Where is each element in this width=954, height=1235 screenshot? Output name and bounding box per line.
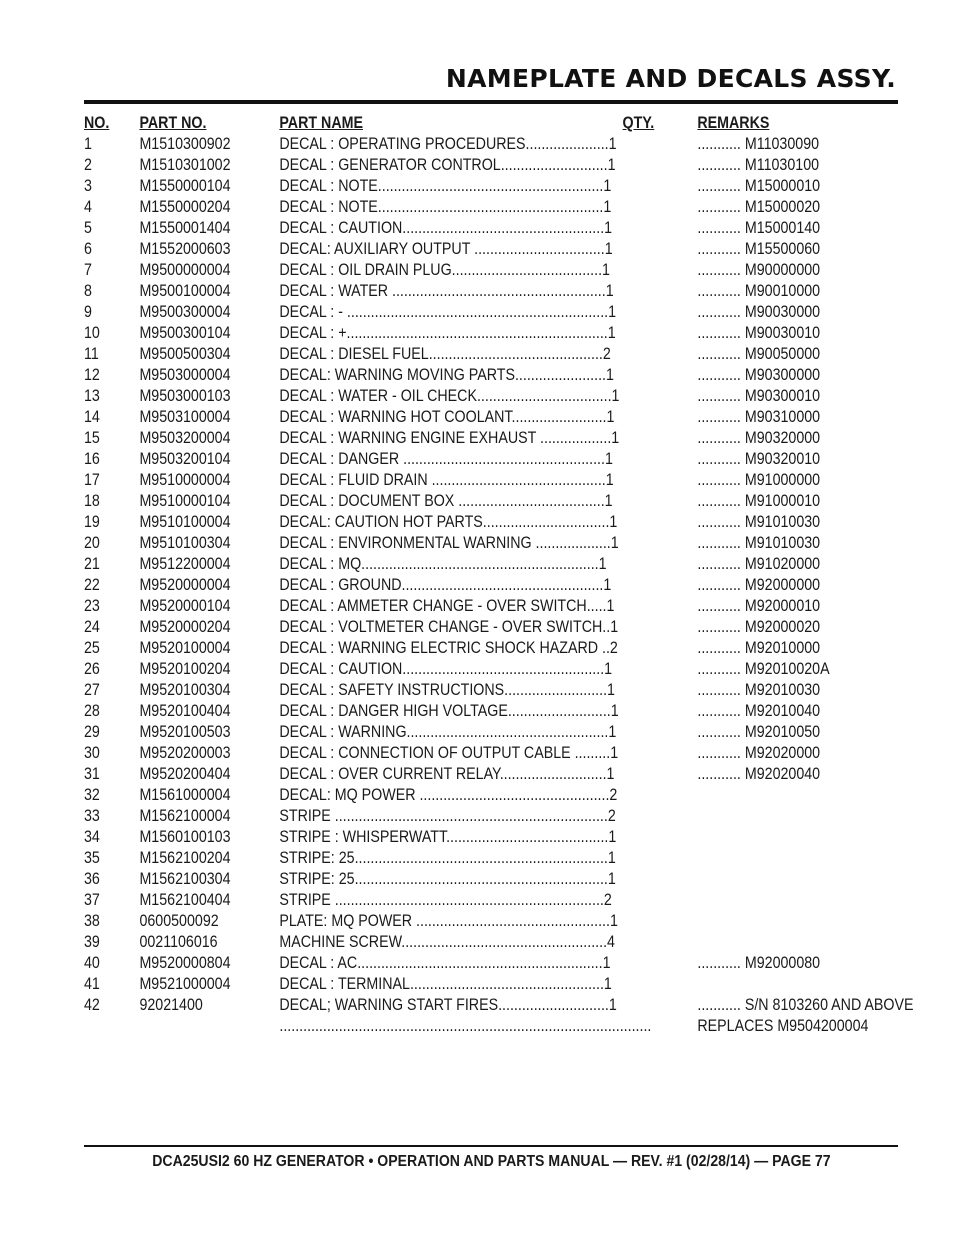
row-remarks: ........... M92010000 xyxy=(697,639,821,657)
row-part-no: M9500500304 xyxy=(139,345,231,363)
row-part-no: M9500300104 xyxy=(139,324,231,342)
table-row xyxy=(84,512,898,533)
row-name-qty: DECAL : WARNING...................................................1 xyxy=(279,723,617,741)
row-part-no: M9510100304 xyxy=(139,534,231,552)
row-no: 29 xyxy=(84,723,100,741)
table-row xyxy=(84,722,898,743)
table-row xyxy=(84,344,898,365)
row-part-no: M9503000103 xyxy=(139,387,231,405)
row-remarks: ........... M91010030 xyxy=(697,513,821,531)
table-row xyxy=(84,386,898,407)
table-row xyxy=(84,323,898,344)
table-row xyxy=(84,155,898,176)
row-remarks: ........... M92000010 xyxy=(697,597,821,615)
header-part-name: PART NAME xyxy=(279,114,363,132)
row-remarks: ........... M92010040 xyxy=(697,702,821,720)
row-no: 40 xyxy=(84,954,100,972)
table-row xyxy=(84,617,898,638)
row-no: 30 xyxy=(84,744,100,762)
table-row xyxy=(84,869,898,890)
row-no: 3 xyxy=(84,177,92,195)
row-part-no: 92021400 xyxy=(139,996,203,1014)
row-part-no: M1550000104 xyxy=(139,177,231,195)
row-name-qty: DECAL : GROUND...................................................1 xyxy=(279,576,612,594)
row-name-qty: DECAL : DOCUMENT BOX .....................................1 xyxy=(279,492,613,510)
row-no: 28 xyxy=(84,702,100,720)
row-part-no: M1552000603 xyxy=(139,240,231,258)
row-no: 14 xyxy=(84,408,100,426)
row-part-no: M9510100004 xyxy=(139,513,231,531)
table-row xyxy=(84,302,898,323)
row-part-no: M1550000204 xyxy=(139,198,231,216)
table-row xyxy=(84,533,898,554)
row-name-qty: PLATE: MQ POWER .................................................1 xyxy=(279,912,618,930)
row-part-no: M9520200404 xyxy=(139,765,231,783)
row-no: 13 xyxy=(84,387,100,405)
table-row xyxy=(84,638,898,659)
table-row xyxy=(84,281,898,302)
table-row xyxy=(84,491,898,512)
row-name-qty: DECAL : MQ............................................................1 xyxy=(279,555,607,573)
row-remarks: ........... M90300010 xyxy=(697,387,821,405)
row-part-no: M9500300004 xyxy=(139,303,231,321)
row-part-no: M1562100204 xyxy=(139,849,231,867)
row-name-qty: DECAL : VOLTMETER CHANGE - OVER SWITCH..1 xyxy=(279,618,619,636)
table-row xyxy=(84,197,898,218)
table-row xyxy=(84,1016,898,1037)
row-no: 18 xyxy=(84,492,100,510)
table-row xyxy=(84,260,898,281)
table-row xyxy=(84,953,898,974)
row-no: 9 xyxy=(84,303,92,321)
table-row xyxy=(84,407,898,428)
row-part-no: M9512200004 xyxy=(139,555,231,573)
row-no: 21 xyxy=(84,555,100,573)
table-row xyxy=(84,890,898,911)
row-name-qty: DECAL : NOTE.........................................................1 xyxy=(279,177,612,195)
table-row xyxy=(84,554,898,575)
row-no: 16 xyxy=(84,450,100,468)
row-remarks: ........... M90050000 xyxy=(697,345,821,363)
row-name-qty: .............................................................................................. xyxy=(279,1017,652,1035)
row-part-no: M9520000104 xyxy=(139,597,231,615)
table-row xyxy=(84,932,898,953)
row-no: 11 xyxy=(84,345,99,363)
row-name-qty: DECAL : WATER ......................................................1 xyxy=(279,282,614,300)
row-no: 41 xyxy=(84,975,100,993)
row-name-qty: DECAL : ENVIRONMENTAL WARNING ...................1 xyxy=(279,534,619,552)
table-row xyxy=(84,806,898,827)
row-name-qty: DECAL : DIESEL FUEL............................................2 xyxy=(279,345,611,363)
row-no: 34 xyxy=(84,828,100,846)
row-part-no: M9520100404 xyxy=(139,702,231,720)
row-remarks: ........... M15000140 xyxy=(697,219,821,237)
row-no: 15 xyxy=(84,429,100,447)
row-name-qty: STRIPE : WHISPERWATT.........................................1 xyxy=(279,828,617,846)
row-name-qty: DECAL : AC..............................................................1 xyxy=(279,954,611,972)
row-part-no: M9503100004 xyxy=(139,408,231,426)
table-row xyxy=(84,974,898,995)
row-remarks: ........... M92000000 xyxy=(697,576,821,594)
row-part-no: M9503200004 xyxy=(139,429,231,447)
row-name-qty: DECAL : CAUTION...................................................1 xyxy=(279,219,613,237)
row-part-no: M9520000004 xyxy=(139,576,231,594)
row-part-no: M1562100404 xyxy=(139,891,231,909)
table-row xyxy=(84,365,898,386)
row-part-no: M9500100004 xyxy=(139,282,231,300)
row-name-qty: DECAL : WARNING HOT COOLANT........................1 xyxy=(279,408,615,426)
table-row xyxy=(84,827,898,848)
row-part-no: M9503000004 xyxy=(139,366,231,384)
row-part-no: M9520000804 xyxy=(139,954,231,972)
row-remarks: ........... M91000010 xyxy=(697,492,821,510)
row-part-no: M9521000004 xyxy=(139,975,231,993)
row-no: 23 xyxy=(84,597,100,615)
row-no: 19 xyxy=(84,513,100,531)
row-remarks: ........... M90300000 xyxy=(697,366,821,384)
row-remarks: ........... S/N 8103260 AND ABOVE xyxy=(697,996,914,1014)
row-part-no: 0600500092 xyxy=(139,912,219,930)
row-name-qty: DECAL : WATER - OIL CHECK..................................1 xyxy=(279,387,620,405)
row-remarks: ........... M90010000 xyxy=(697,282,821,300)
row-no: 10 xyxy=(84,324,100,342)
row-part-no: M9503200104 xyxy=(139,450,231,468)
row-name-qty: DECAL : - ..................................................................1 xyxy=(279,303,617,321)
row-no: 22 xyxy=(84,576,100,594)
row-name-qty: STRIPE: 25................................................................1 xyxy=(279,849,616,867)
row-no: 35 xyxy=(84,849,100,867)
row-remarks: ........... M90030010 xyxy=(697,324,821,342)
row-remarks: ........... M91010030 xyxy=(697,534,821,552)
row-name-qty: DECAL : OVER CURRENT RELAY...........................1 xyxy=(279,765,615,783)
row-name-qty: DECAL : DANGER ...................................................1 xyxy=(279,450,613,468)
row-no: 31 xyxy=(84,765,100,783)
row-no: 7 xyxy=(84,261,92,279)
header-qty: QTY. xyxy=(622,114,655,132)
table-row xyxy=(84,428,898,449)
header-remarks: REMARKS xyxy=(697,114,770,132)
row-remarks: ........... M90320000 xyxy=(697,429,821,447)
row-no: 6 xyxy=(84,240,92,258)
table-row xyxy=(84,743,898,764)
row-name-qty: DECAL : NOTE.........................................................1 xyxy=(279,198,612,216)
footer-text: DCA25USI2 60 HZ GENERATOR • OPERATION AND PARTS MANUAL — REV. #1 (02/28/14) — PAGE 77 xyxy=(151,1153,831,1170)
row-remarks: ........... M92020000 xyxy=(697,744,821,762)
row-name-qty: DECAL : OPERATING PROCEDURES.....................1 xyxy=(279,135,617,153)
row-no: 33 xyxy=(84,807,100,825)
table-row xyxy=(84,176,898,197)
row-no: 38 xyxy=(84,912,100,930)
row-part-no: M9520100004 xyxy=(139,639,231,657)
row-no: 25 xyxy=(84,639,100,657)
row-name-qty: DECAL : OIL DRAIN PLUG......................................1 xyxy=(279,261,610,279)
row-name-qty: DECAL; WARNING START FIRES............................1 xyxy=(279,996,617,1014)
table-row xyxy=(84,701,898,722)
row-name-qty: MACHINE SCREW....................................................4 xyxy=(279,933,615,951)
row-no: 1 xyxy=(84,135,92,153)
row-name-qty: DECAL : AMMETER CHANGE - OVER SWITCH.....1 xyxy=(279,597,615,615)
table-row xyxy=(84,911,898,932)
row-remarks: ........... M92010030 xyxy=(697,681,821,699)
row-remarks: ........... M92000080 xyxy=(697,954,821,972)
table-row xyxy=(84,218,898,239)
row-name-qty: DECAL: MQ POWER ................................................2 xyxy=(279,786,618,804)
footer-rule xyxy=(84,1145,898,1147)
row-part-no: M1561000004 xyxy=(139,786,231,804)
row-part-no: M9520100304 xyxy=(139,681,231,699)
header-no: NO. xyxy=(84,114,110,132)
row-no: 36 xyxy=(84,870,100,888)
row-remarks: ........... M15000010 xyxy=(697,177,821,195)
row-part-no: M1550001404 xyxy=(139,219,231,237)
row-remarks: ........... M15500060 xyxy=(697,240,821,258)
row-part-no: M9510000104 xyxy=(139,492,231,510)
row-remarks: ........... M11030090 xyxy=(697,135,820,153)
row-remarks: ........... M92020040 xyxy=(697,765,821,783)
row-remarks: ........... M92000020 xyxy=(697,618,821,636)
parts-table xyxy=(84,113,914,1037)
row-name-qty: DECAL : CAUTION...................................................1 xyxy=(279,660,613,678)
row-part-no: M1560100103 xyxy=(139,828,231,846)
row-name-qty: DECAL: CAUTION HOT PARTS................................1 xyxy=(279,513,618,531)
row-name-qty: STRIPE .....................................................................2 xyxy=(279,807,616,825)
table-row xyxy=(84,449,898,470)
row-remarks: ........... M90320010 xyxy=(697,450,821,468)
row-name-qty: DECAL : GENERATOR CONTROL...........................1 xyxy=(279,156,616,174)
row-name-qty: DECAL : +..................................................................1 xyxy=(279,324,616,342)
row-no: 4 xyxy=(84,198,92,216)
row-name-qty: DECAL : SAFETY INSTRUCTIONS..........................1 xyxy=(279,681,615,699)
row-no: 17 xyxy=(84,471,100,489)
row-remarks: ........... M11030100 xyxy=(697,156,820,174)
row-remarks: ........... M90310000 xyxy=(697,408,821,426)
table-row xyxy=(84,596,898,617)
table-row xyxy=(84,470,898,491)
row-part-no: M9520000204 xyxy=(139,618,231,636)
table-row xyxy=(84,848,898,869)
row-no: 42 xyxy=(84,996,100,1014)
row-no: 24 xyxy=(84,618,100,636)
row-name-qty: DECAL : WARNING ELECTRIC SHOCK HAZARD ..2 xyxy=(279,639,618,657)
table-row xyxy=(84,680,898,701)
table-header xyxy=(84,113,898,134)
row-no: 2 xyxy=(84,156,92,174)
header-part-no: PART NO. xyxy=(139,114,207,132)
row-name-qty: DECAL : FLUID DRAIN ............................................1 xyxy=(279,471,614,489)
row-no: 8 xyxy=(84,282,92,300)
title-rule xyxy=(84,100,898,104)
row-no: 26 xyxy=(84,660,100,678)
row-remarks: ........... M15000020 xyxy=(697,198,821,216)
row-part-no: M9510000004 xyxy=(139,471,231,489)
row-remarks: ........... M91020000 xyxy=(697,555,821,573)
row-name-qty: DECAL : DANGER HIGH VOLTAGE..........................1 xyxy=(279,702,619,720)
table-row xyxy=(84,659,898,680)
table-row xyxy=(84,995,914,1016)
table-row xyxy=(84,785,898,806)
row-no: 27 xyxy=(84,681,100,699)
row-remarks: ........... M90000000 xyxy=(697,261,821,279)
table-row xyxy=(84,239,898,260)
row-remarks: ........... M90030000 xyxy=(697,303,821,321)
row-part-no: M1562100004 xyxy=(139,807,231,825)
row-part-no: M9520100503 xyxy=(139,723,231,741)
row-part-no: M1562100304 xyxy=(139,870,231,888)
row-part-no: M9520100204 xyxy=(139,660,231,678)
row-part-no: M1510301002 xyxy=(139,156,231,174)
row-remarks: ........... M91000000 xyxy=(697,471,821,489)
row-name-qty: DECAL : WARNING ENGINE EXHAUST ..................1 xyxy=(279,429,620,447)
row-name-qty: DECAL: WARNING MOVING PARTS.......................1 xyxy=(279,366,614,384)
row-no: 37 xyxy=(84,891,100,909)
row-name-qty: STRIPE: 25................................................................1 xyxy=(279,870,616,888)
row-name-qty: DECAL: AUXILIARY OUTPUT .................................1 xyxy=(279,240,613,258)
table-row xyxy=(84,134,898,155)
table-body xyxy=(84,134,914,1037)
row-remarks: REPLACES M9504200004 xyxy=(697,1017,869,1035)
row-part-no: 0021106016 xyxy=(139,933,218,951)
row-no: 32 xyxy=(84,786,100,804)
row-no: 12 xyxy=(84,366,100,384)
row-part-no: M9500000004 xyxy=(139,261,231,279)
table-row xyxy=(84,575,898,596)
row-no: 39 xyxy=(84,933,100,951)
row-part-no: M9520200003 xyxy=(139,744,231,762)
row-no: 20 xyxy=(84,534,100,552)
row-remarks: ........... M92010050 xyxy=(697,723,821,741)
row-name-qty: DECAL : TERMINAL.................................................1 xyxy=(279,975,612,993)
row-name-qty: STRIPE ....................................................................2 xyxy=(279,891,612,909)
row-part-no: M1510300902 xyxy=(139,135,231,153)
page-footer xyxy=(84,1153,898,1171)
table-row xyxy=(84,764,898,785)
page-title: NAMEPLATE AND DECALS ASSY. xyxy=(445,64,896,93)
row-name-qty: DECAL : CONNECTION OF OUTPUT CABLE .........1 xyxy=(279,744,619,762)
row-remarks: ........... M92010020A xyxy=(697,660,830,678)
row-no: 5 xyxy=(84,219,92,237)
